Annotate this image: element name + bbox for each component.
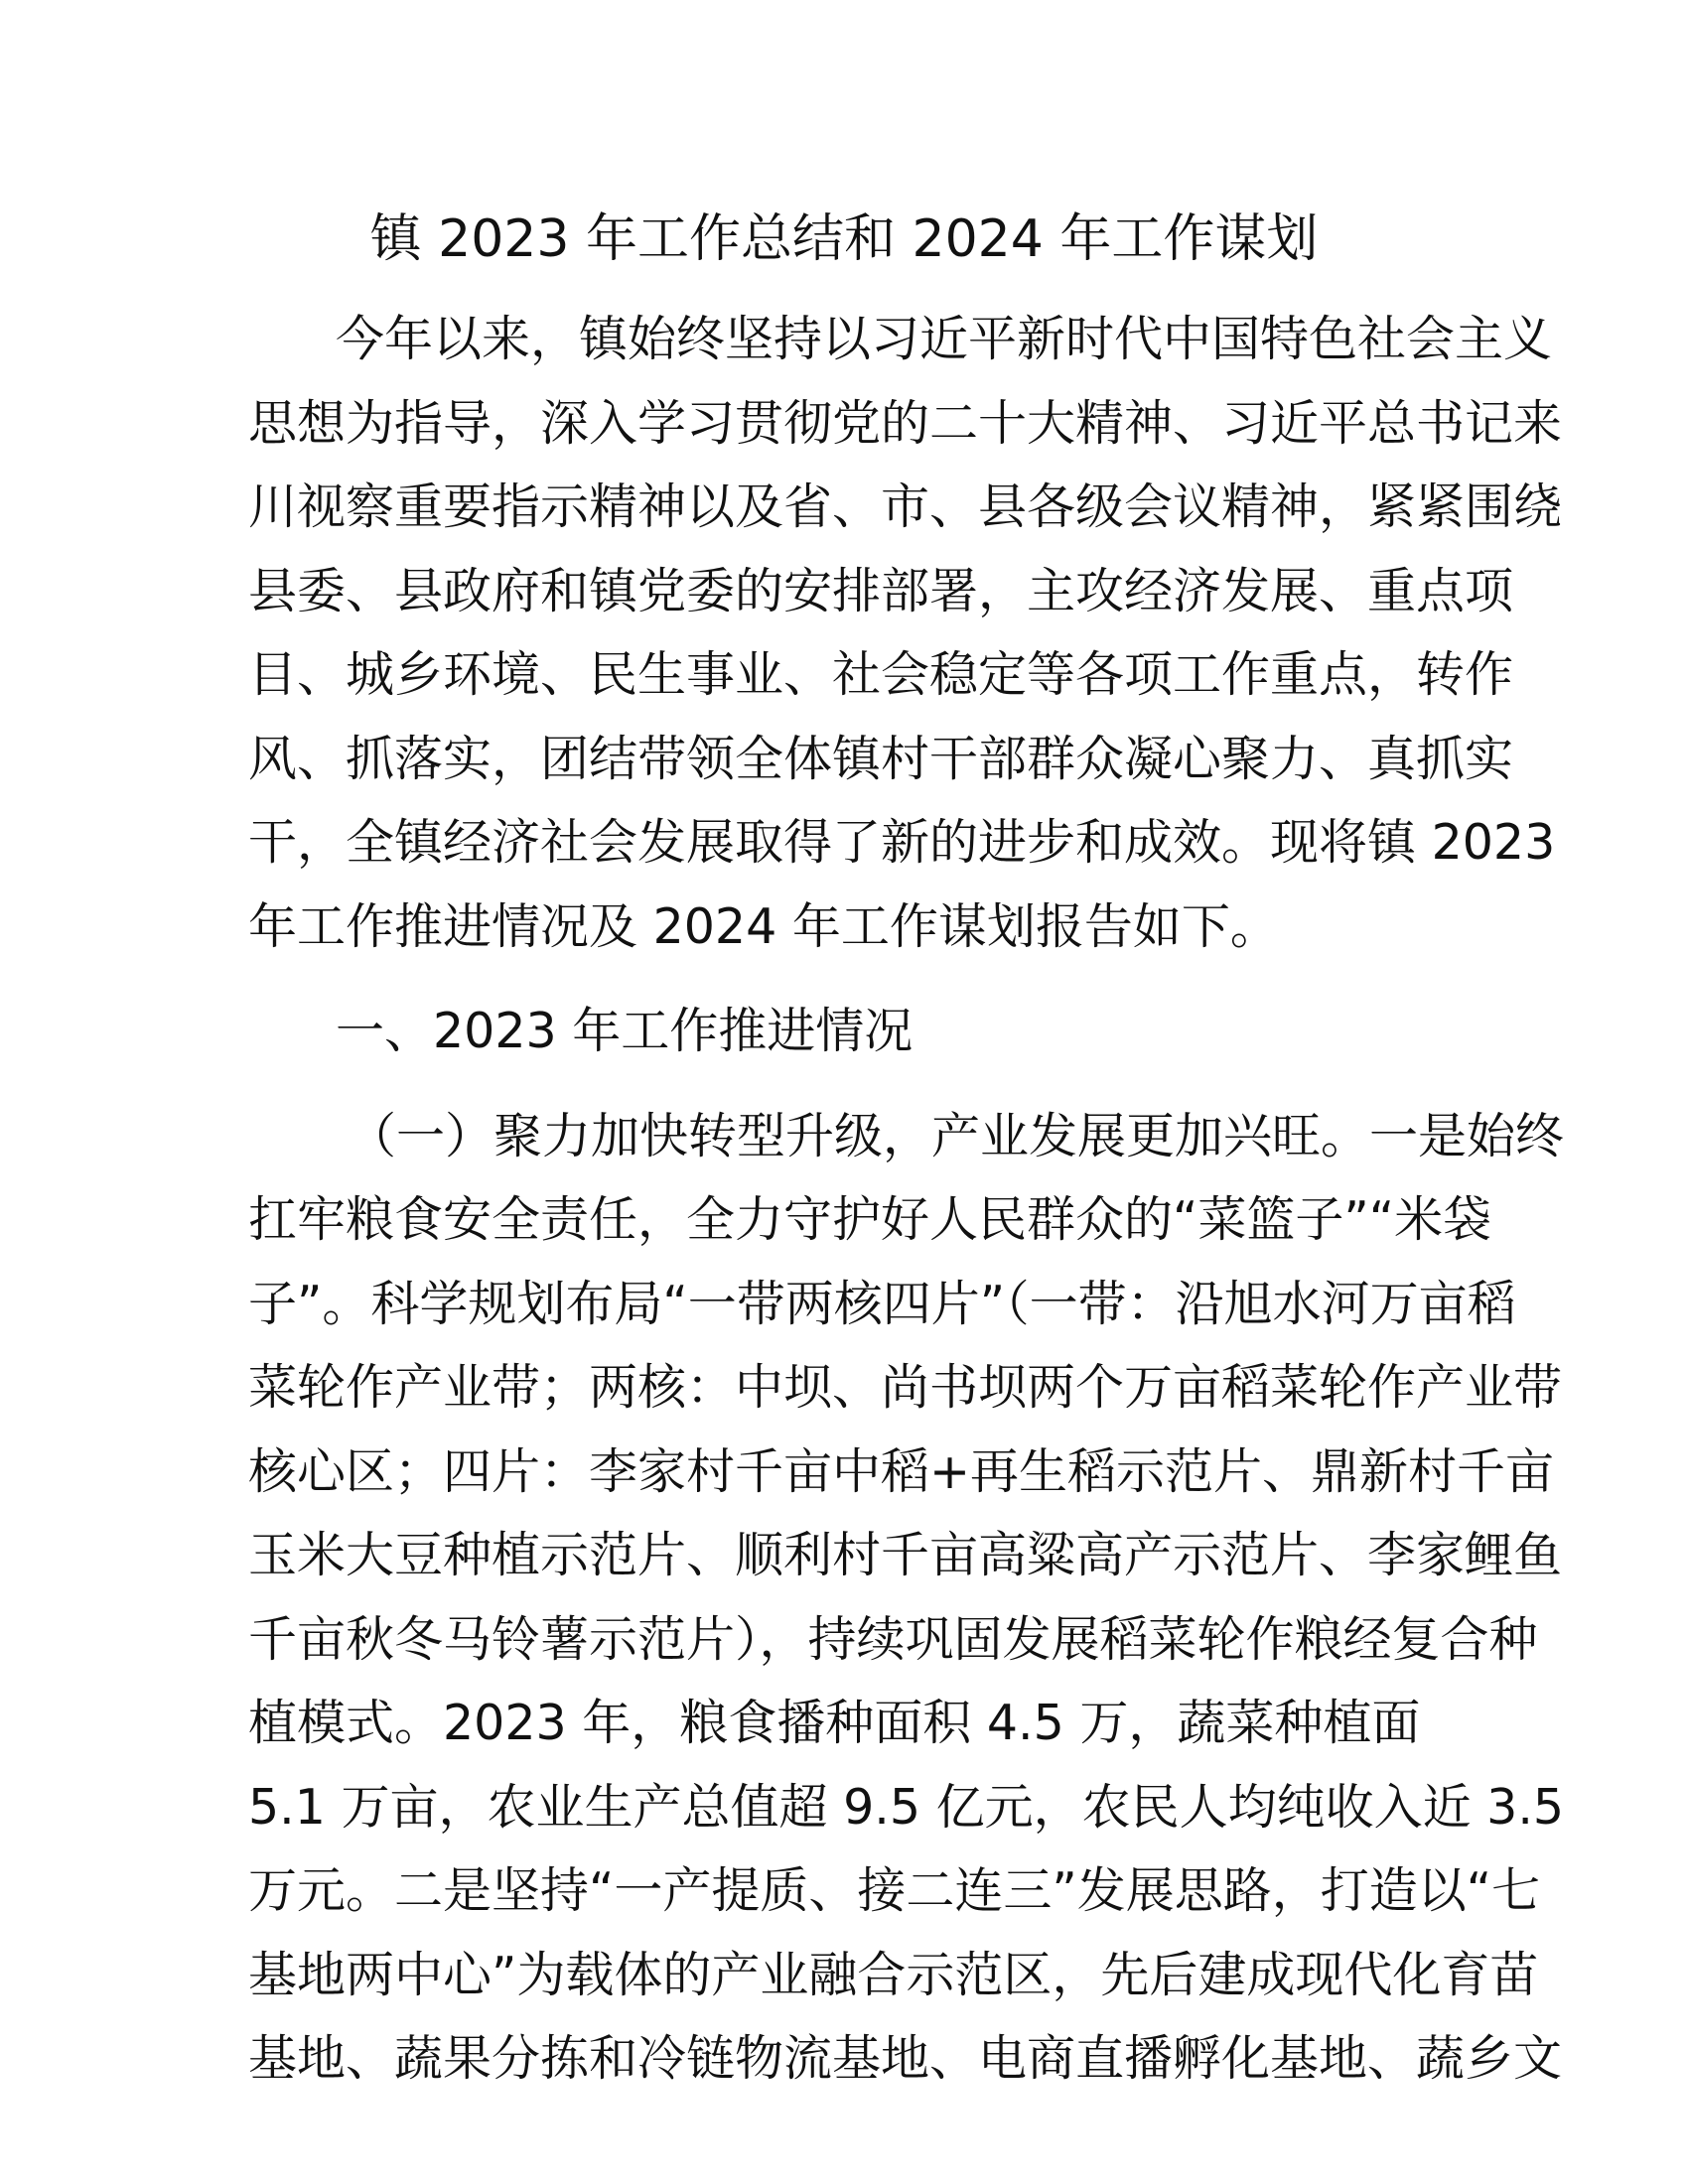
text-line: 子”。科学规划布局“一带两核四片”（一带：沿旭水河万亩稻 [248, 1275, 1516, 1332]
text-line: 核心区；四片：李家村千亩中稻+再生稻示范片、鼎新村千亩 [248, 1442, 1555, 1500]
text-line: 思想为指导，深入学习贯彻党的二十大精神、习近平总书记来 [248, 394, 1563, 452]
text-line: 扛牢粮食安全责任，全力守护好人民群众的“菜篮子”“米袋 [248, 1191, 1492, 1248]
text-line: 目、城乡环境、民生事业、社会稳定等各项工作重点，转作 [248, 646, 1514, 703]
text-line: 风、抓落实，团结带领全体镇村干部群众凝心聚力、真抓实 [248, 730, 1514, 787]
text-line: 5.1 万亩，农业生产总值超 9.5 亿元，农民人均纯收入近 3.5 [248, 1778, 1565, 1836]
text-line: 万元。二是坚持“一产提质、接二连三”发展思路，打造以“七 [248, 1862, 1541, 1919]
text-line: 县委、县政府和镇党委的安排部署，主攻经济发展、重点项 [248, 562, 1514, 619]
text-line: （一）聚力加快转型升级，产业发展更加兴旺。一是始终 [348, 1107, 1565, 1164]
text-line: 川视察重要指示精神以及省、市、县各级会议精神，紧紧围绕 [248, 478, 1563, 535]
section-heading: 一、2023 年工作推进情况 [336, 1003, 914, 1059]
document-title: 镇 2023 年工作总结和 2024 年工作谋划 [369, 209, 1319, 269]
text-line: 植模式。2023 年，粮食播种面积 4.5 万，蔬菜种植面 [248, 1695, 1421, 1751]
text-line: 年工作推进情况及 2024 年工作谋划报告如下。 [248, 897, 1279, 955]
document-body [248, 298, 1565, 2102]
text-line: 基地两中心”为载体的产业融合示范区，先后建成现代化育苗 [248, 1946, 1539, 2003]
text-line: 今年以来，镇始终坚持以习近平新时代中国特色社会主义 [336, 311, 1553, 367]
section-paragraph [248, 1095, 1565, 2102]
text-line: 千亩秋冬马铃薯示范片），持续巩固发展稻菜轮作粮经复合种 [248, 1610, 1538, 1668]
text-line: 干，全镇经济社会发展取得了新的进步和成效。现将镇 2023 [248, 814, 1556, 871]
text-line: 菜轮作产业带；两核：中坝、尚书坝两个万亩稻菜轮作产业带 [248, 1359, 1563, 1416]
text-line: 基地、蔬果分拣和冷链物流基地、电商直播孵化基地、蔬乡文 [248, 2030, 1563, 2087]
text-line: 玉米大豆种植示范片、顺利村千亩高粱高产示范片、李家鲤鱼 [248, 1527, 1563, 1583]
intro-paragraph [248, 298, 1563, 969]
